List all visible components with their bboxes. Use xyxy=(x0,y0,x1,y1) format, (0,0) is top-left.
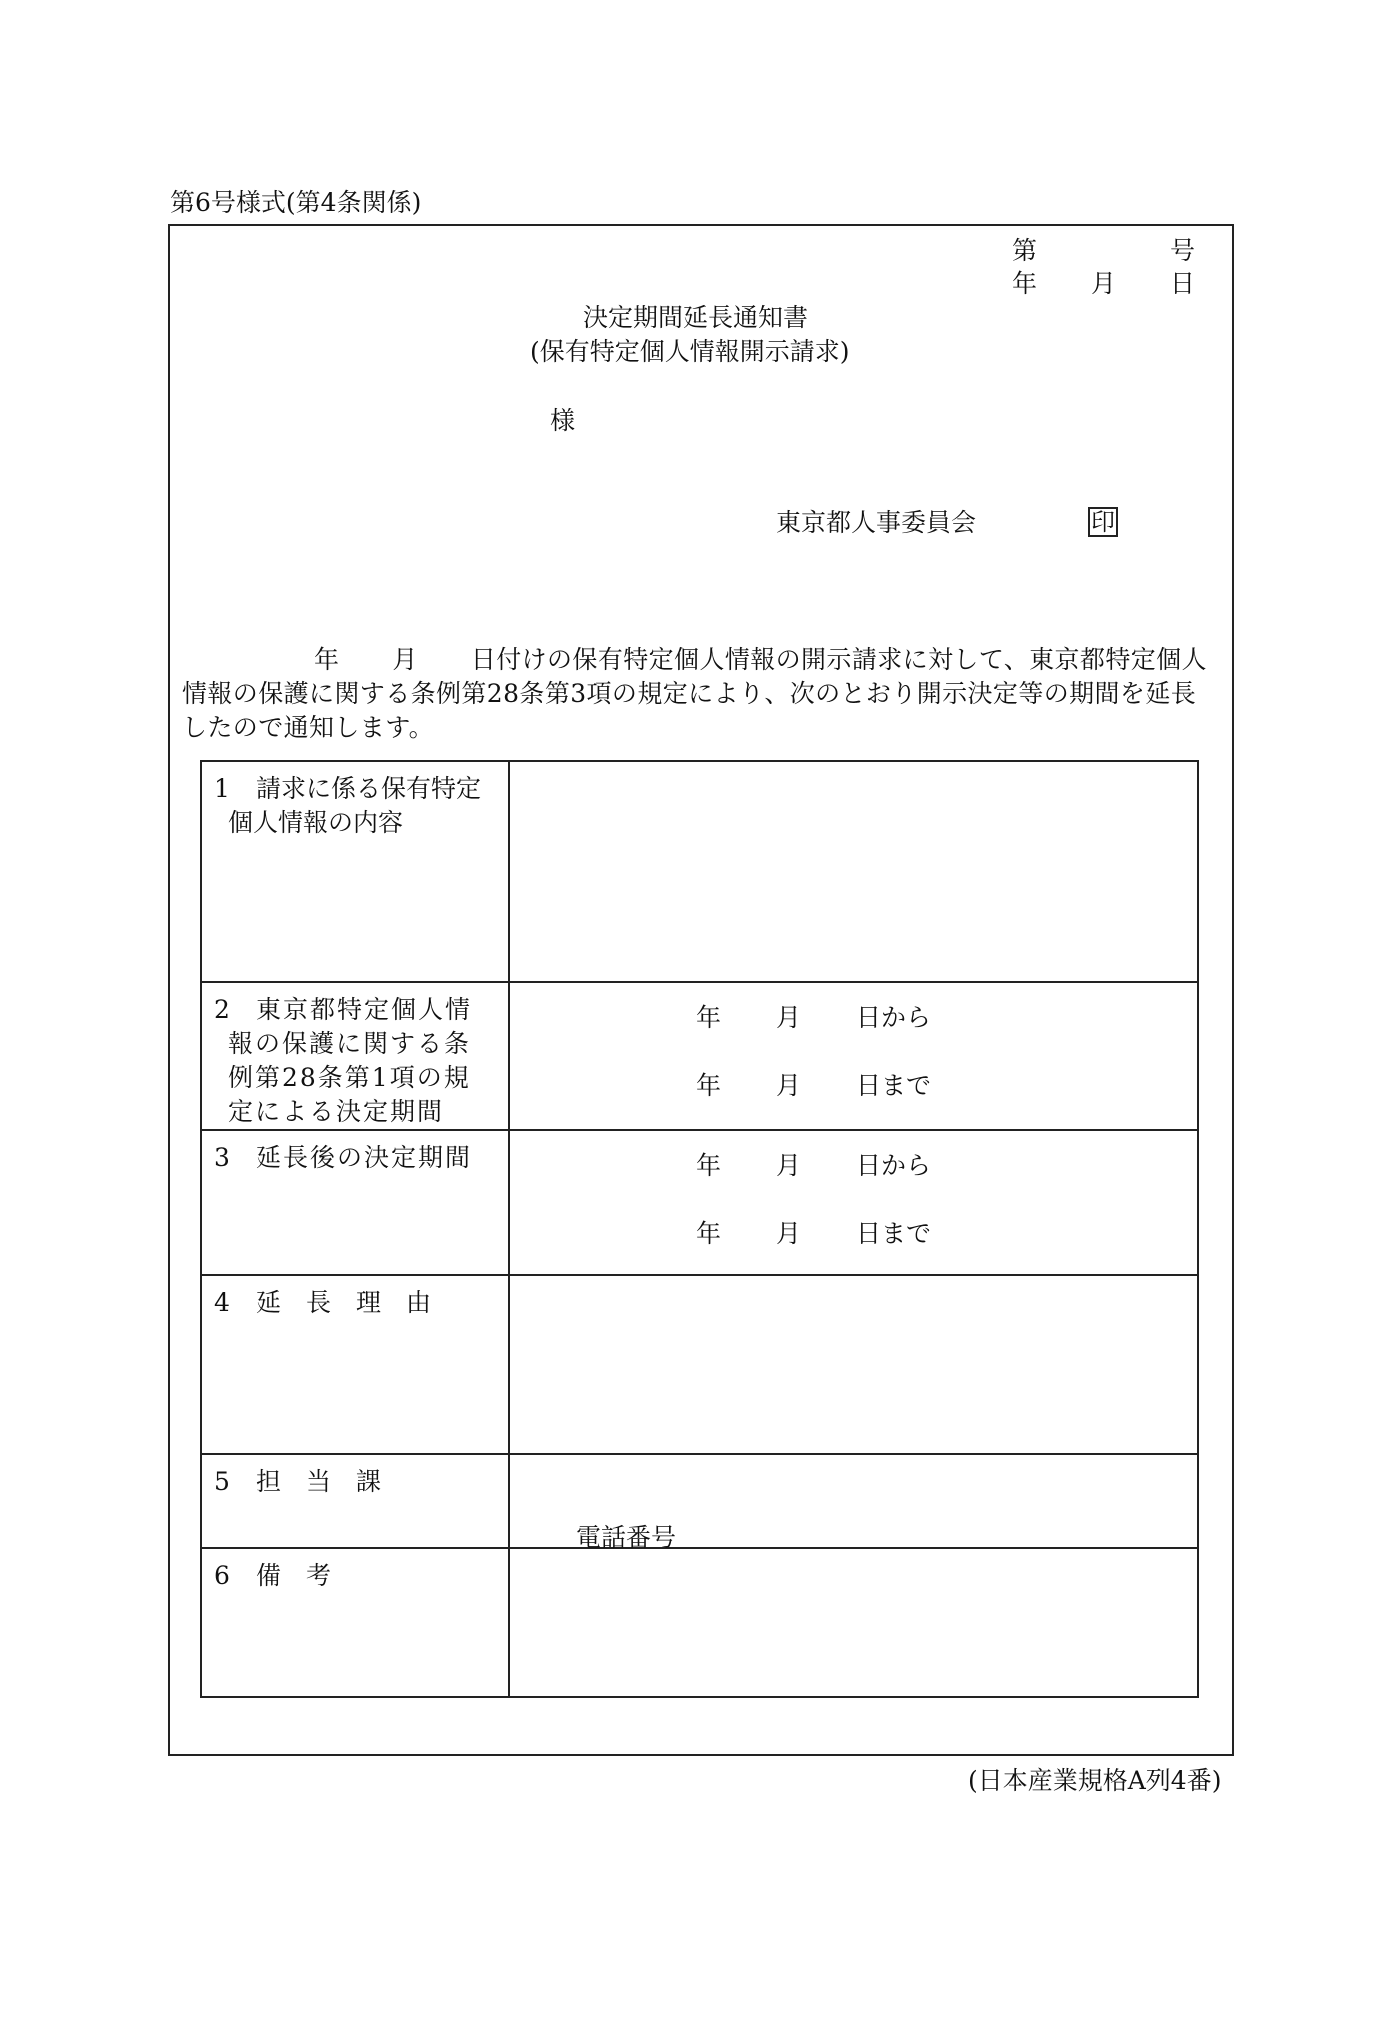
requested-info-content-cell xyxy=(509,761,1198,982)
remarks-cell xyxy=(509,1548,1198,1697)
table-row xyxy=(201,761,1198,982)
phone-number-label: 電話番号 xyxy=(576,1523,677,1552)
responsible-section-cell xyxy=(509,1454,1198,1552)
row-label-line: 個人情報の内容 xyxy=(228,808,404,837)
notice-line-3: したので通知します。 xyxy=(182,713,435,742)
row-number: 6 xyxy=(214,1561,230,1590)
period-from-day: 日から xyxy=(856,1151,932,1180)
row-6-label-cell xyxy=(201,1548,509,1697)
date-day: 日 xyxy=(1170,269,1196,298)
original-decision-period-cell xyxy=(509,982,1198,1130)
row-1-label-cell xyxy=(201,761,509,982)
row-3-label-cell xyxy=(201,1130,509,1275)
row-label-line: 担 当 課 xyxy=(256,1467,382,1496)
row-number: 3 xyxy=(214,1143,230,1172)
table-row xyxy=(201,982,1198,1130)
table-row xyxy=(201,1548,1198,1697)
row-number: 4 xyxy=(214,1288,230,1317)
table-row xyxy=(201,1130,1198,1275)
notice-line-2: 情報の保護に関する条例第28条第3項の規定により、次のとおり開示決定等の期間を延長 xyxy=(182,679,1197,708)
row-label-line: 東京都特定個人情 xyxy=(256,995,473,1024)
period-from-month: 月 xyxy=(776,1003,802,1032)
paper-size-note: (日本産業規格A列4番) xyxy=(968,1766,1222,1795)
notice-line-1 xyxy=(182,643,1222,677)
row-label-line: 報の保護に関する条 xyxy=(228,1029,472,1058)
date-year: 年 xyxy=(1012,269,1038,298)
period-to-day: 日まで xyxy=(856,1071,932,1100)
period-from-year: 年 xyxy=(696,1003,722,1032)
period-to-year: 年 xyxy=(696,1071,722,1100)
row-label-line: 例第28条第1項の規 xyxy=(228,1063,471,1092)
row-number: 1 xyxy=(214,774,230,803)
period-to-day: 日まで xyxy=(856,1219,932,1248)
table-row xyxy=(201,1275,1198,1454)
seal-mark: 印 xyxy=(1088,507,1118,537)
date-month: 月 xyxy=(1091,269,1117,298)
row-label-line: 延長後の決定期間 xyxy=(256,1143,473,1172)
table-row xyxy=(201,1454,1198,1548)
row-label-line: 備 考 xyxy=(256,1561,332,1590)
issuer-name: 東京都人事委員会 xyxy=(776,508,977,537)
extension-reason-cell xyxy=(509,1275,1198,1454)
row-label-line: 延 長 理 由 xyxy=(256,1288,432,1317)
row-label-line: 定による決定期間 xyxy=(228,1097,445,1126)
document-subtitle: (保有特定個人情報開示請求) xyxy=(530,337,850,366)
row-number: 5 xyxy=(214,1467,230,1496)
form-reference: 第6号様式(第4条関係) xyxy=(170,188,422,217)
period-from-year: 年 xyxy=(696,1151,722,1180)
row-label-line: 請求に係る保有特定 xyxy=(256,774,482,803)
number-suffix: 号 xyxy=(1170,236,1196,265)
row-5-label-cell xyxy=(201,1454,509,1548)
notice-month: 月 xyxy=(392,645,418,674)
notice-line-1-rest: 日付けの保有特定個人情報の開示請求に対して、東京都特定個人 xyxy=(470,645,1207,674)
period-to-month: 月 xyxy=(776,1219,802,1248)
row-4-label-cell xyxy=(201,1275,509,1454)
notice-year: 年 xyxy=(314,645,340,674)
notice-body xyxy=(182,643,1222,745)
number-prefix: 第 xyxy=(1012,236,1038,265)
period-to-month: 月 xyxy=(776,1071,802,1100)
extended-decision-period-cell xyxy=(509,1130,1198,1275)
row-number: 2 xyxy=(214,995,230,1024)
period-from-month: 月 xyxy=(776,1151,802,1180)
period-to-year: 年 xyxy=(696,1219,722,1248)
row-2-label-cell xyxy=(201,982,509,1130)
period-from-day: 日から xyxy=(856,1003,932,1032)
extension-details-table xyxy=(200,760,1199,1698)
addressee-honorific: 様 xyxy=(550,406,576,435)
document-title: 決定期間延長通知書 xyxy=(583,303,809,332)
